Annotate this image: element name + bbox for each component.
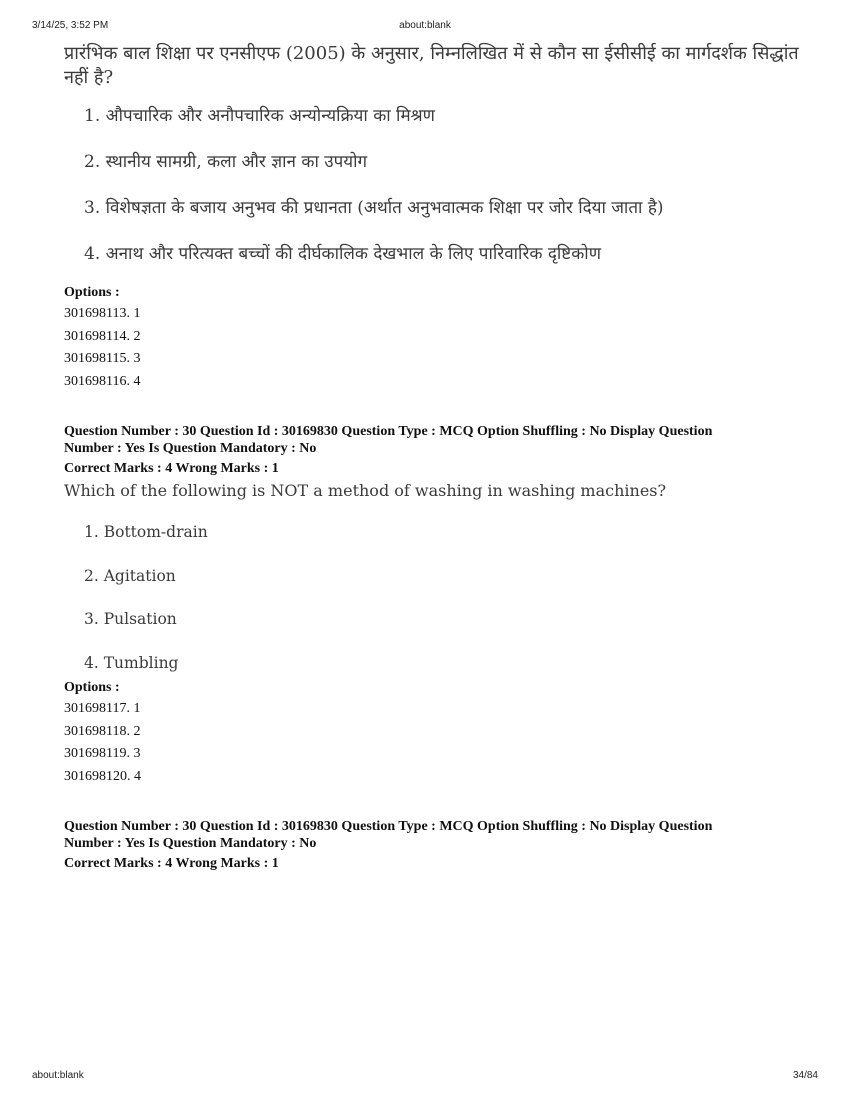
print-datetime: 3/14/25, 3:52 PM <box>32 20 109 31</box>
question-meta-line: Number : Yes Is Question Mandatory : No <box>64 836 317 851</box>
question-29-choice-1: 1. औपचारिक और अनौपचारिक अन्योन्यक्रिया का मिश्रण <box>84 106 435 126</box>
question-30b-meta <box>64 818 804 872</box>
question-30-text: Which of the following is NOT a method of washing in washing machines? <box>64 481 667 500</box>
question-marks: Correct Marks : 4 Wrong Marks : 1 <box>64 461 279 476</box>
print-url: about:blank <box>32 1070 84 1081</box>
question-29-choice-4: 4. अनाथ और परित्यक्त बच्चों की दीर्घकालिक देखभाल के लिए पारिवारिक दृष्टिकोण <box>84 244 601 264</box>
options-label: Options : <box>64 285 120 300</box>
question-30-choice-4: 4. Tumbling <box>84 653 179 672</box>
option-id-row: 301698120. 4 <box>64 768 141 784</box>
question-29-text: प्रारंभिक बाल शिक्षा पर एनसीएफ (2005) के अनुसार, निम्नलिखित में से कौन सा ईसीसीई का मार्गदर्शक सिद्धांत नहीं है? <box>64 43 799 88</box>
print-footer <box>32 1070 818 1081</box>
page-number: 34/84 <box>792 1070 818 1081</box>
print-page-title: about:blank <box>399 20 451 31</box>
question-29-choice-2: 2. स्थानीय सामग्री, कला और ज्ञान का उपयोग <box>84 152 368 172</box>
question-30-choice-1: 1. Bottom-drain <box>84 523 208 541</box>
option-id-row: 301698115. 3 <box>64 351 141 366</box>
option-id-row: 301698116. 4 <box>64 373 141 389</box>
question-meta-line: Number : Yes Is Question Mandatory : No <box>64 441 317 456</box>
question-29-options <box>64 283 804 393</box>
question-30-choice-2: 2. Agitation <box>84 566 176 585</box>
question-30-choice-3: 3. Pulsation <box>84 610 177 628</box>
question-30-options <box>64 678 804 788</box>
options-label: Options : <box>64 680 120 695</box>
print-header <box>32 20 818 31</box>
question-29-choice-3: 3. विशेषज्ञता के बजाय अनुभव की प्रधानता (अर्थात अनुभवात्मक शिक्षा पर जोर दिया जाता है) <box>84 198 664 218</box>
option-id-row: 301698117. 1 <box>64 701 141 716</box>
question-30-image <box>64 480 804 674</box>
question-marks: Correct Marks : 4 Wrong Marks : 1 <box>64 856 279 871</box>
question-30a-meta <box>64 423 804 477</box>
option-id-row: 301698113. 1 <box>64 306 141 321</box>
question-meta-line: Question Number : 30 Question Id : 30169830 Question Type : MCQ Option Shuffling : No Display Question <box>64 424 713 439</box>
question-29-image <box>64 42 804 266</box>
question-meta-line: Question Number : 30 Question Id : 30169830 Question Type : MCQ Option Shuffling : No Display Question <box>64 819 713 834</box>
option-id-row: 301698118. 2 <box>64 723 141 739</box>
option-id-row: 301698114. 2 <box>64 328 141 344</box>
option-id-row: 301698119. 3 <box>64 746 141 761</box>
